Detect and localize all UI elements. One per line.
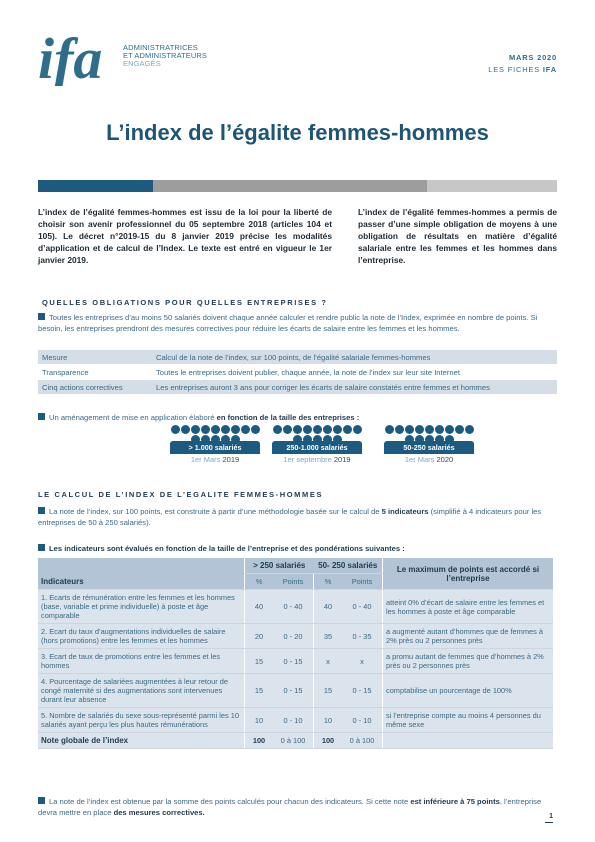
col-points: Points — [273, 574, 314, 590]
page-title: L’index de l’égalite femmes-hommes — [106, 120, 489, 145]
person-head-icon — [251, 425, 260, 434]
person-head-icon — [313, 425, 322, 434]
points-large: 0 - 15 — [273, 649, 314, 674]
schedule-intro — [38, 412, 557, 423]
pct-small: 10 — [314, 708, 343, 733]
table-row — [38, 708, 553, 733]
group-date — [272, 455, 362, 464]
group-label: > 1.000 salariés — [170, 441, 260, 454]
total-points-large: 0 à 100 — [273, 733, 314, 749]
schedule-intro-bold: en fonction de la taille des entreprises : — [216, 413, 360, 422]
page-number: 1 — [549, 813, 553, 820]
final-paragraph — [38, 796, 557, 818]
indicator-label: 5. Nombre de salariés du sexe sous-représenté parmi les 10 salariés ayant perçu les plus hautes rémunérations — [38, 708, 245, 733]
group-large — [170, 425, 260, 464]
group-medium — [272, 425, 362, 464]
points-large: 0 - 10 — [273, 708, 314, 733]
total-pct-large: 100 — [245, 733, 274, 749]
series-name: IFA — [542, 65, 557, 74]
indicator-label: 4. Pourcentage de salariées augmentées à leur retour de congé maternité si des augmentations sont intervenues durant leur absence — [38, 674, 245, 708]
points-small: 0 - 35 — [342, 624, 383, 649]
date-year: 2019 — [222, 455, 240, 464]
person-head-icon — [353, 425, 362, 434]
points-large: 0 - 20 — [273, 624, 314, 649]
table-header-row — [38, 558, 553, 574]
final-text: La note de l’index est obtenue par la somme des points calculés pour chacun des indicateurs. Si cette note — [49, 797, 411, 806]
max-condition: si l’entreprise compte au moins 4 personnes du même sexe — [383, 708, 554, 733]
pct-large: 10 — [245, 708, 274, 733]
points-small: 0 - 40 — [342, 590, 383, 624]
col-group-50-250: 50- 250 salariés — [314, 558, 383, 574]
person-head-icon — [455, 425, 464, 434]
person-head-icon — [333, 425, 342, 434]
pct-small: 40 — [314, 590, 343, 624]
person-head-icon — [191, 425, 200, 434]
person-head-icon — [283, 425, 292, 434]
person-head-icon — [343, 425, 352, 434]
person-head-icon — [323, 425, 332, 434]
table-row — [38, 590, 553, 624]
date-prefix: 1er septembre — [283, 455, 332, 464]
col-max: Le maximum de points est accordé si l’entreprise — [383, 558, 554, 590]
points-small: 0 - 10 — [342, 708, 383, 733]
date-prefix: 1er Mars — [190, 455, 221, 464]
points-small: 0 - 15 — [342, 674, 383, 708]
color-bar-segment — [38, 180, 153, 192]
max-condition: atteint 0% d’écart de salaire entre les femmes et les hommes à poste et âge comparable — [383, 590, 554, 624]
max-condition: comptabilise un pourcentage de 100% — [383, 674, 554, 708]
person-head-icon — [211, 425, 220, 434]
obligation-label: Mesure — [38, 350, 152, 365]
person-head-icon — [241, 425, 250, 434]
indicator-label: 1. Ecarts de rémunération entre les femmes et les hommes (base, variable et prime individuelle) à poste et âge comparable — [38, 590, 245, 624]
brand-line-2: ET ADMINISTRATEURS — [123, 51, 208, 60]
issue-date: MARS 2020 — [508, 53, 557, 62]
person-head-icon — [395, 425, 404, 434]
pct-small: 15 — [314, 674, 343, 708]
brand-tagline — [123, 44, 207, 68]
bullet-square-icon — [38, 413, 45, 420]
obligations-table — [38, 350, 557, 395]
pct-large: 15 — [245, 674, 274, 708]
person-head-icon — [273, 425, 282, 434]
person-head-icon — [415, 425, 424, 434]
color-bar — [38, 180, 557, 192]
total-label: Note globale de l’index — [38, 733, 245, 749]
intro-right: L’index de l’égalité femmes-hommes a permis de passer d’une simple obligation de moyens à une obligation de résultats en matière d’égalité salariale entre les femmes et les hommes dans l’entreprise. — [358, 207, 557, 265]
calcul-bold: 5 indicateurs — [381, 507, 429, 516]
series-prefix: LES FICHES — [488, 65, 541, 74]
col-points: Points — [342, 574, 383, 590]
total-max-empty — [383, 733, 554, 749]
person-head-icon — [293, 425, 302, 434]
max-condition: a promu autant de femmes que d’hommes à 2% près ou 2 personnes près — [383, 649, 554, 674]
total-pct-small: 100 — [314, 733, 343, 749]
col-pct: % — [314, 574, 343, 590]
table-row — [38, 649, 553, 674]
bullet-square-icon — [38, 313, 45, 320]
calcul-end: (simplifié à 4 indicateurs pour les entreprises de 50 à 250 salariés). — [38, 507, 542, 527]
brand-line-1: ADMINISTRATRICES — [123, 43, 198, 52]
points-large: 0 - 15 — [273, 674, 314, 708]
pct-large: 40 — [245, 590, 274, 624]
pct-small: x — [314, 649, 343, 674]
person-head-icon — [405, 425, 414, 434]
table-intro — [38, 543, 557, 554]
person-head-icon — [303, 425, 312, 434]
person-head-icon — [435, 425, 444, 434]
date-year: 2020 — [436, 455, 454, 464]
table-row — [38, 350, 557, 365]
person-head-icon — [465, 425, 474, 434]
table-row — [38, 380, 557, 395]
col-indicators: Indicateurs — [38, 558, 245, 590]
person-head-icon — [445, 425, 454, 434]
indicators-table — [38, 558, 553, 749]
group-date — [170, 455, 260, 464]
person-head-icon — [201, 425, 210, 434]
col-pct: % — [245, 574, 274, 590]
final-bold-threshold: est inférieure à 75 points — [410, 797, 500, 806]
ifa-logo-text: ifa — [38, 30, 103, 86]
color-bar-segment — [153, 180, 427, 192]
obligation-label: Transparence — [38, 365, 152, 380]
person-head-icon — [385, 425, 394, 434]
indicator-label: 3. Ecart de taux de promotions entre les femmes et les hommes — [38, 649, 245, 674]
person-head-icon — [171, 425, 180, 434]
section-obligations-heading: QUELLES OBLIGATIONS POUR QUELLES ENTREPRISES ? — [42, 298, 328, 307]
bullet-square-icon — [38, 507, 45, 514]
intro-left: L’index de l’égalité femmes-hommes est issu de la loi pour la liberté de choisir son avenir professionnel du 05 septembre 2018 (articles 104 et 105). Le décret n°2019-15 du 8 janvier 2019 précise les modalités d’application et de calcul de l’Index. Le texte est entré en vigueur le 1er janvier 2019. — [38, 207, 332, 265]
table-row — [38, 674, 553, 708]
group-label: 250-1.000 salariés — [272, 441, 362, 454]
issue-info — [488, 52, 557, 76]
person-head-icon — [231, 425, 240, 434]
group-date — [384, 455, 474, 464]
obligation-text: Calcul de la note de l’index, sur 100 points, de l’égalité salariale femmes-hommes — [152, 350, 557, 365]
person-head-icon — [425, 425, 434, 434]
bullet-square-icon — [38, 797, 45, 804]
date-year: 2019 — [333, 455, 351, 464]
indicator-label: 2. Ecart du taux d’augmentations individuelles de salaire (hors promotions) entre les femmes et les hommes — [38, 624, 245, 649]
ifa-logo — [38, 30, 120, 86]
final-mid: , l’entreprise devra mettre en place — [38, 797, 542, 817]
table-row — [38, 365, 557, 380]
total-points-small: 0 à 100 — [342, 733, 383, 749]
group-label: 50-250 salariés — [384, 441, 474, 454]
table-total-row — [38, 733, 553, 749]
points-large: 0 - 40 — [273, 590, 314, 624]
obligation-text: Les entreprises auront 3 ans pour corriger les écarts de salaire constatés entre femmes et hommes — [152, 380, 557, 395]
col-group-250plus: > 250 salariés — [245, 558, 314, 574]
table-row — [38, 624, 553, 649]
calcul-text: La note de l’index, sur 100 points, est construite à partir d’une méthodologie basée sur le calcul de — [49, 507, 382, 516]
obligations-paragraph — [38, 312, 557, 334]
calcul-paragraph — [38, 506, 557, 528]
schedule-intro-plain: Un aménagement de mise en application élaboré — [49, 413, 217, 422]
brand-line-3: ENGAGÉS — [123, 59, 161, 68]
obligation-label: Cinq actions correctives — [38, 380, 152, 395]
pct-large: 15 — [245, 649, 274, 674]
color-bar-segment — [427, 180, 557, 192]
final-bold-measures: des mesures correctives. — [113, 808, 205, 817]
points-small: x — [342, 649, 383, 674]
date-prefix: 1er Mars — [404, 455, 435, 464]
bullet-square-icon — [38, 544, 45, 551]
series-label — [488, 64, 557, 76]
page-number-underline — [545, 822, 553, 823]
table-intro-text: Les indicateurs sont évalués en fonction de la taille de l’entreprise et des pondérations suivantes : — [49, 544, 405, 553]
pct-large: 20 — [245, 624, 274, 649]
obligation-text: Toutes le entreprises doivent publier, chaque année, la note de l’index sur leur site Internet — [152, 365, 557, 380]
group-small — [384, 425, 474, 464]
person-head-icon — [181, 425, 190, 434]
person-head-icon — [221, 425, 230, 434]
obligations-text: Toutes les entreprises d’au moins 50 salariés doivent chaque année calculer et rendre public la note de l’Index, exprimée en nombre de points. Si besoin, les entreprises prendront des mesures correctives pour réduire les écarts de salaire entre les femmes et les hommes. — [38, 313, 538, 333]
section-calcul-heading: LE CALCUL DE L’INDEX DE L’EGALITE FEMMES-HOMMES — [38, 490, 324, 499]
max-condition: a augmenté autant d’hommes que de femmes à 2% près ou 2 personnes près — [383, 624, 554, 649]
pct-small: 35 — [314, 624, 343, 649]
